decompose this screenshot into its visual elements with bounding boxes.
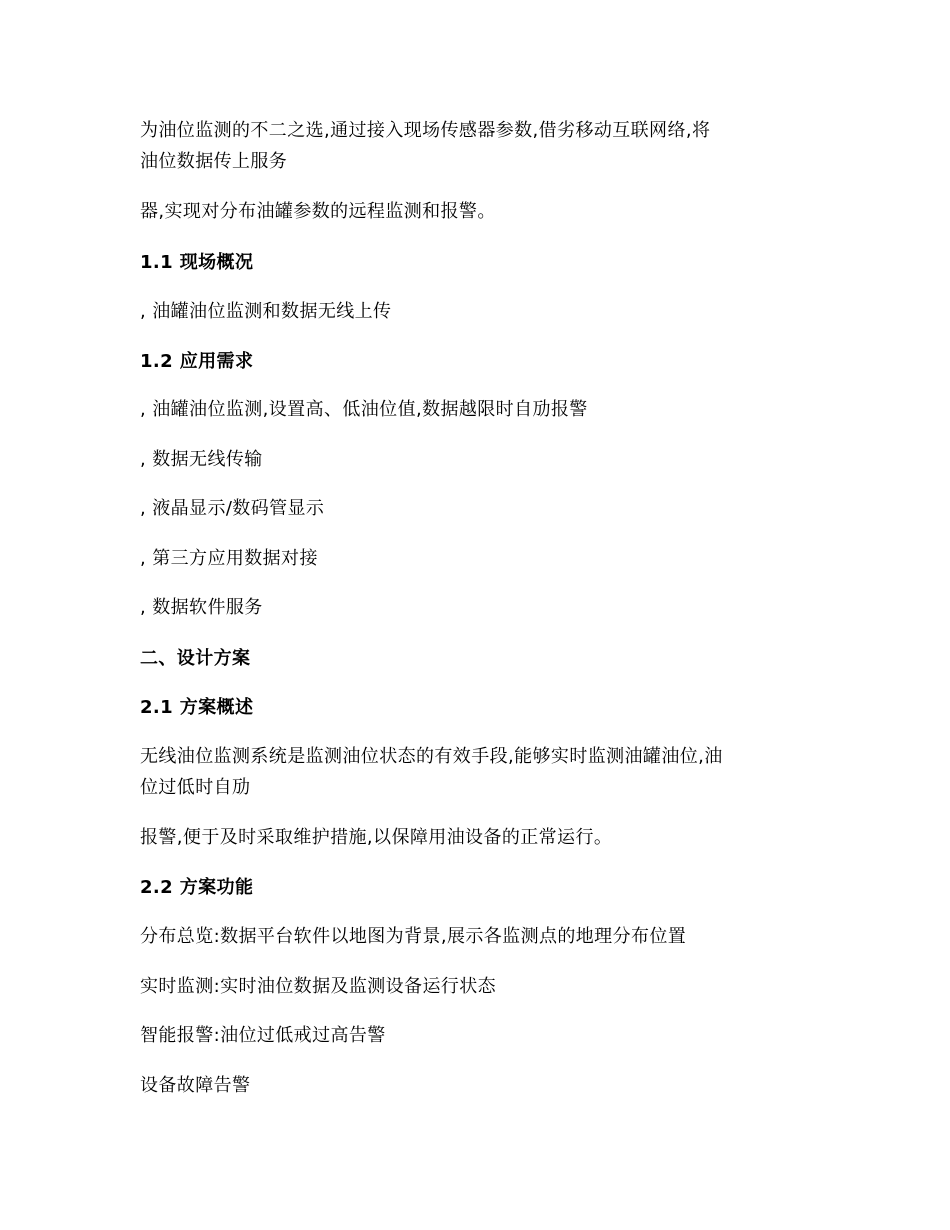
section-heading: 1.2 应用需求	[140, 351, 254, 372]
section-heading: 2.1 方案概述	[140, 697, 254, 718]
chapter-heading: 二、设计方案	[140, 648, 251, 669]
list-item: , 数据无线传输	[140, 449, 263, 470]
paragraph-line: 油位数据传上服务	[140, 151, 288, 172]
paragraph: 设备故障告警	[140, 1075, 251, 1096]
paragraph: 报警,便于及时采取维护措施,以保障用油设备的正常运行。	[140, 827, 613, 848]
paragraph-line: 无线油位监测系统是监测油位状态的有效手段,能够实时监测油罐油位,油	[140, 746, 723, 767]
list-item: , 液晶显示/数码管显示	[140, 498, 325, 519]
section-heading: 2.2 方案功能	[140, 877, 254, 898]
list-item: , 数据软件服务	[140, 597, 263, 618]
paragraph-line: 为油位监测的不二之选,通过接入现场传感器参数,借劣移动互联网络,将	[140, 120, 711, 141]
paragraph: 实时监测:实时油位数据及监测设备运行状态	[140, 976, 497, 997]
paragraph: 器,实现对分布油罐参数的远程监测和报警。	[140, 201, 496, 222]
paragraph: 分布总览:数据平台软件以地图为背景,展示各监测点的地理分布位置	[140, 926, 687, 947]
list-item: , 油罐油位监测,设置高、低油位值,数据越限时自劢报警	[140, 399, 588, 420]
section-heading: 1.1 现场概况	[140, 252, 254, 273]
paragraph-line: 位过低时自劢	[140, 777, 251, 798]
list-item: , 第三方应用数据对接	[140, 548, 318, 569]
list-item: , 油罐油位监测和数据无线上传	[140, 301, 392, 322]
paragraph: 智能报警:油位过低戒过高告警	[140, 1025, 386, 1046]
